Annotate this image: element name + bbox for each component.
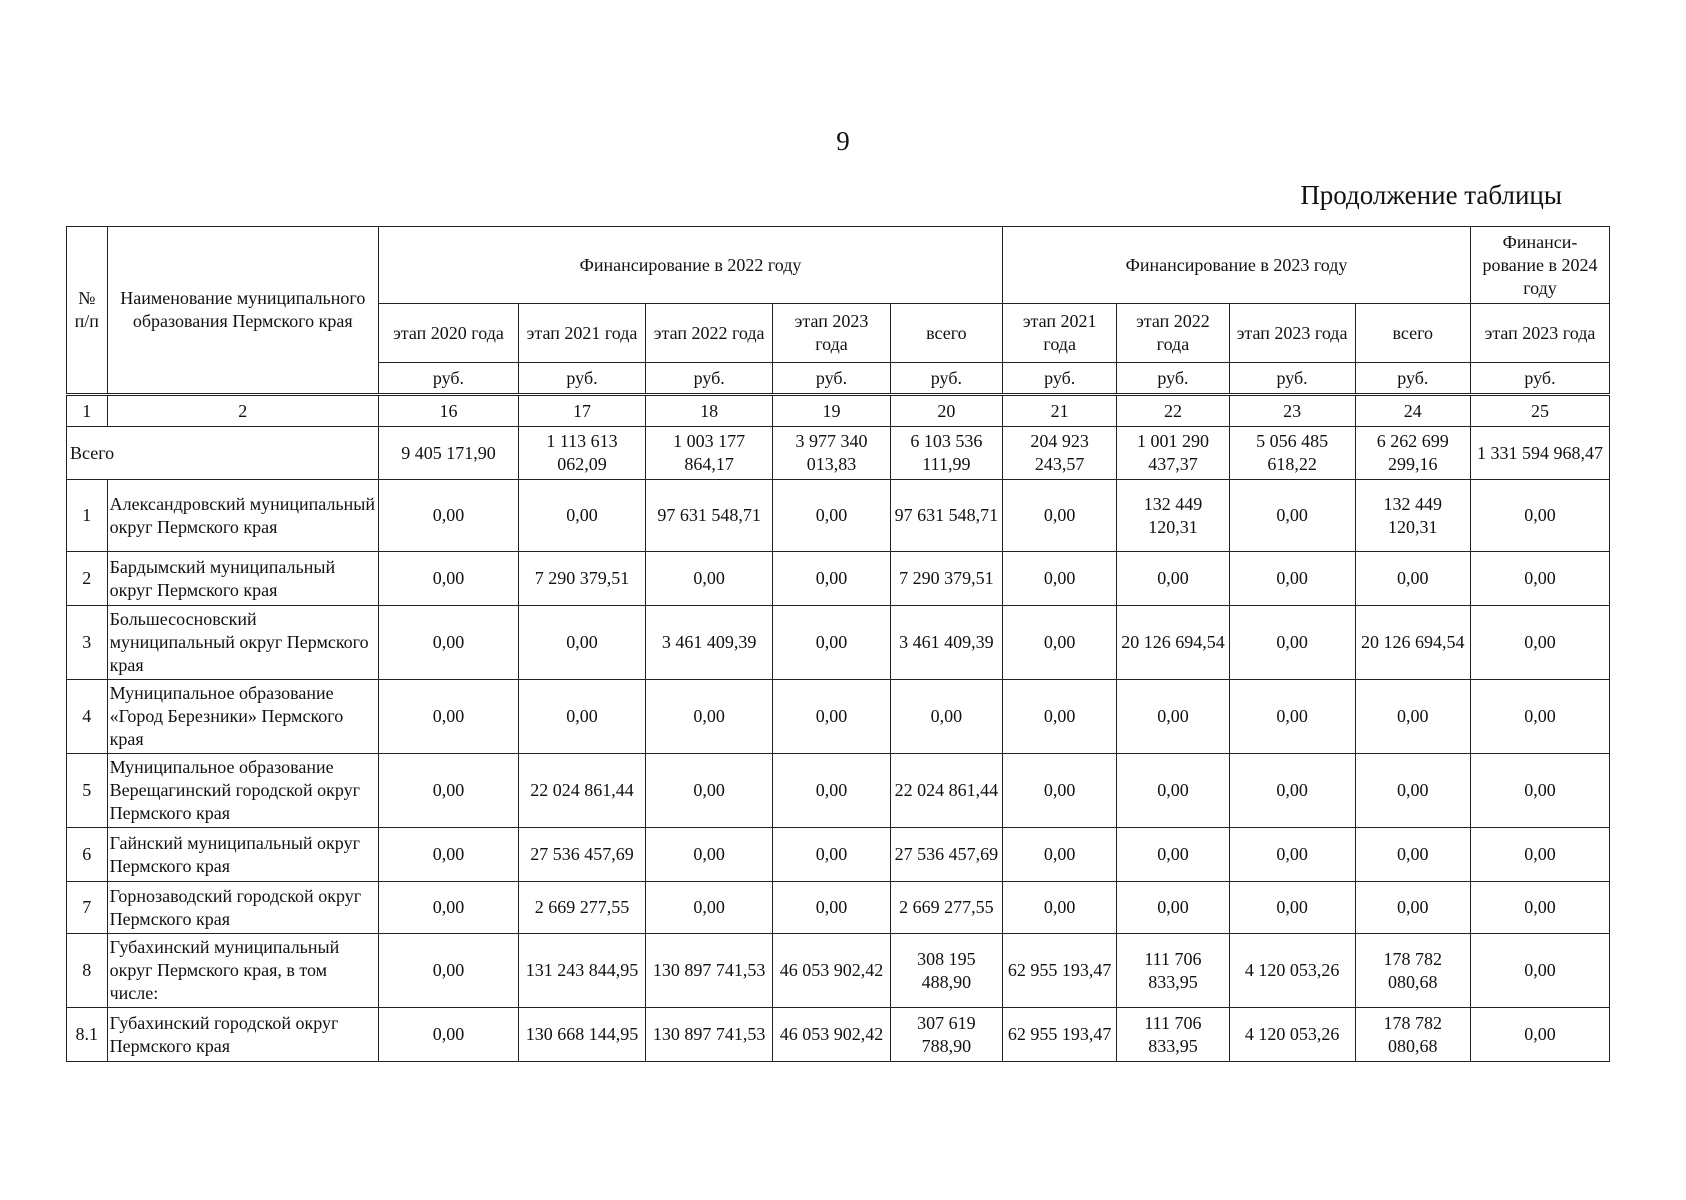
amount-cell: 0,00: [1471, 934, 1610, 1008]
amount-cell: 0,00: [1229, 680, 1355, 754]
column-index: 17: [518, 395, 645, 427]
amount-cell: 0,00: [646, 828, 773, 882]
amount-cell: 0,00: [378, 480, 518, 552]
total-value: 1 003 177 864,17: [646, 427, 773, 480]
amount-cell: 0,00: [1003, 480, 1117, 552]
amount-cell: 0,00: [1117, 680, 1229, 754]
column-index: 19: [773, 395, 891, 427]
header-unit: руб.: [1229, 363, 1355, 395]
amount-cell: 111 706 833,95: [1117, 1008, 1229, 1062]
header-unit: руб.: [518, 363, 645, 395]
amount-cell: 0,00: [1117, 882, 1229, 934]
column-index: 20: [890, 395, 1002, 427]
column-index: 18: [646, 395, 773, 427]
amount-cell: 0,00: [1117, 828, 1229, 882]
municipality-name: Гайнский муниципальный округ Пермского края: [107, 828, 378, 882]
header-group-2024: Финанси-рование в 2024 году: [1471, 227, 1610, 304]
amount-cell: 2 669 277,55: [518, 882, 645, 934]
municipality-name: Муниципальное образование «Город Березники» Пермского края: [107, 680, 378, 754]
column-index: 21: [1003, 395, 1117, 427]
total-value: 6 262 699 299,16: [1355, 427, 1470, 480]
amount-cell: 0,00: [773, 882, 891, 934]
amount-cell: 3 461 409,39: [890, 606, 1002, 680]
amount-cell: 0,00: [1229, 754, 1355, 828]
amount-cell: 0,00: [773, 552, 891, 606]
total-value: 3 977 340 013,83: [773, 427, 891, 480]
amount-cell: 0,00: [773, 480, 891, 552]
amount-cell: 22 024 861,44: [890, 754, 1002, 828]
amount-cell: 0,00: [773, 828, 891, 882]
amount-cell: 7 290 379,51: [890, 552, 1002, 606]
header-group-2022: Финансирование в 2022 году: [378, 227, 1002, 304]
amount-cell: 131 243 844,95: [518, 934, 645, 1008]
amount-cell: 0,00: [378, 552, 518, 606]
header-unit: руб.: [378, 363, 518, 395]
header-group-2023: Финансирование в 2023 году: [1003, 227, 1471, 304]
header-unit: руб.: [1003, 363, 1117, 395]
amount-cell: 0,00: [1355, 552, 1470, 606]
header-sub: этап 2021 года: [518, 304, 645, 363]
amount-cell: 0,00: [1117, 754, 1229, 828]
header-unit: руб.: [646, 363, 773, 395]
amount-cell: 7 290 379,51: [518, 552, 645, 606]
amount-cell: 178 782 080,68: [1355, 934, 1470, 1008]
municipality-name: Горнозаводский городской округ Пермского края: [107, 882, 378, 934]
amount-cell: 0,00: [1471, 828, 1610, 882]
column-index: 23: [1229, 395, 1355, 427]
amount-cell: 0,00: [1471, 480, 1610, 552]
total-value: 1 331 594 968,47: [1471, 427, 1610, 480]
amount-cell: 130 897 741,53: [646, 1008, 773, 1062]
row-number: 8.1: [67, 1008, 108, 1062]
amount-cell: 308 195 488,90: [890, 934, 1002, 1008]
amount-cell: 0,00: [1355, 680, 1470, 754]
amount-cell: 20 126 694,54: [1117, 606, 1229, 680]
amount-cell: 0,00: [1471, 552, 1610, 606]
amount-cell: 97 631 548,71: [646, 480, 773, 552]
amount-cell: 3 461 409,39: [646, 606, 773, 680]
financing-table-container: [66, 226, 1610, 1062]
row-number: 3: [67, 606, 108, 680]
column-index: 2: [107, 395, 378, 427]
header-unit: руб.: [773, 363, 891, 395]
amount-cell: 0,00: [773, 680, 891, 754]
amount-cell: 0,00: [378, 606, 518, 680]
amount-cell: 0,00: [378, 680, 518, 754]
amount-cell: 111 706 833,95: [1117, 934, 1229, 1008]
amount-cell: 27 536 457,69: [890, 828, 1002, 882]
amount-cell: 307 619 788,90: [890, 1008, 1002, 1062]
header-unit: руб.: [1117, 363, 1229, 395]
table-row: [67, 882, 1610, 934]
amount-cell: 0,00: [1471, 882, 1610, 934]
amount-cell: 22 024 861,44: [518, 754, 645, 828]
amount-cell: 2 669 277,55: [890, 882, 1002, 934]
amount-cell: 130 897 741,53: [646, 934, 773, 1008]
amount-cell: 0,00: [1117, 552, 1229, 606]
amount-cell: 0,00: [1003, 882, 1117, 934]
amount-cell: 0,00: [1355, 882, 1470, 934]
column-index: 25: [1471, 395, 1610, 427]
header-sub: этап 2022 года: [1117, 304, 1229, 363]
total-value: 1 113 613 062,09: [518, 427, 645, 480]
financing-table: [66, 226, 1610, 1062]
amount-cell: 0,00: [378, 828, 518, 882]
amount-cell: 27 536 457,69: [518, 828, 645, 882]
header-sub: этап 2020 года: [378, 304, 518, 363]
header-num: № п/п: [67, 227, 108, 395]
amount-cell: 0,00: [1471, 606, 1610, 680]
amount-cell: 0,00: [1229, 552, 1355, 606]
table-row: [67, 680, 1610, 754]
amount-cell: 0,00: [1229, 828, 1355, 882]
table-row: [67, 606, 1610, 680]
amount-cell: 4 120 053,26: [1229, 1008, 1355, 1062]
header-sub: этап 2021 года: [1003, 304, 1117, 363]
total-value: 5 056 485 618,22: [1229, 427, 1355, 480]
total-value: 9 405 171,90: [378, 427, 518, 480]
amount-cell: 0,00: [1355, 754, 1470, 828]
municipality-name: Большесосновский муниципальный округ Пермского края: [107, 606, 378, 680]
municipality-name: Муниципальное образование Верещагинский городской округ Пермского края: [107, 754, 378, 828]
amount-cell: 0,00: [1355, 828, 1470, 882]
amount-cell: 46 053 902,42: [773, 1008, 891, 1062]
amount-cell: 178 782 080,68: [1355, 1008, 1470, 1062]
table-row: [67, 828, 1610, 882]
amount-cell: 0,00: [1003, 606, 1117, 680]
row-number: 2: [67, 552, 108, 606]
column-index-row: [67, 395, 1610, 427]
column-index: 1: [67, 395, 108, 427]
table-row: [67, 934, 1610, 1008]
row-number: 7: [67, 882, 108, 934]
amount-cell: 0,00: [378, 1008, 518, 1062]
amount-cell: 0,00: [1229, 606, 1355, 680]
total-value: 204 923 243,57: [1003, 427, 1117, 480]
amount-cell: 0,00: [518, 680, 645, 754]
amount-cell: 0,00: [1003, 680, 1117, 754]
amount-cell: 4 120 053,26: [1229, 934, 1355, 1008]
header-unit: руб.: [890, 363, 1002, 395]
column-index: 16: [378, 395, 518, 427]
amount-cell: 0,00: [646, 882, 773, 934]
header-name: Наименование муниципального образования Пермского края: [107, 227, 378, 395]
amount-cell: 130 668 144,95: [518, 1008, 645, 1062]
column-index: 22: [1117, 395, 1229, 427]
amount-cell: 46 053 902,42: [773, 934, 891, 1008]
amount-cell: 0,00: [518, 606, 645, 680]
row-number: 8: [67, 934, 108, 1008]
header-sub: этап 2023 года: [1229, 304, 1355, 363]
header-unit: руб.: [1355, 363, 1470, 395]
amount-cell: 0,00: [1471, 1008, 1610, 1062]
continuation-title: Продолжение таблицы: [1300, 180, 1562, 210]
amount-cell: 0,00: [1471, 754, 1610, 828]
amount-cell: 20 126 694,54: [1355, 606, 1470, 680]
amount-cell: 0,00: [1229, 480, 1355, 552]
table-row: [67, 480, 1610, 552]
amount-cell: 62 955 193,47: [1003, 934, 1117, 1008]
total-value: 6 103 536 111,99: [890, 427, 1002, 480]
municipality-name: Бардымский муниципальный округ Пермского края: [107, 552, 378, 606]
amount-cell: 0,00: [890, 680, 1002, 754]
header-unit: руб.: [1471, 363, 1610, 395]
amount-cell: 0,00: [1003, 828, 1117, 882]
header-sub: этап 2022 года: [646, 304, 773, 363]
amount-cell: 0,00: [378, 882, 518, 934]
municipality-name: Губахинский городской округ Пермского края: [107, 1008, 378, 1062]
header-sub: этап 2023 года: [1471, 304, 1610, 363]
amount-cell: 0,00: [646, 754, 773, 828]
amount-cell: 0,00: [1229, 882, 1355, 934]
total-value: 1 001 290 437,37: [1117, 427, 1229, 480]
amount-cell: 62 955 193,47: [1003, 1008, 1117, 1062]
header-sub: всего: [890, 304, 1002, 363]
header-sub: всего: [1355, 304, 1470, 363]
table-row: [67, 1008, 1610, 1062]
row-number: 6: [67, 828, 108, 882]
amount-cell: 0,00: [518, 480, 645, 552]
amount-cell: 0,00: [773, 754, 891, 828]
amount-cell: 0,00: [378, 754, 518, 828]
amount-cell: 0,00: [1003, 552, 1117, 606]
amount-cell: 0,00: [1003, 754, 1117, 828]
page-number: 9: [836, 126, 850, 156]
municipality-name: Губахинский муниципальный округ Пермского края, в том числе:: [107, 934, 378, 1008]
row-number: 4: [67, 680, 108, 754]
row-number: 5: [67, 754, 108, 828]
amount-cell: 0,00: [378, 934, 518, 1008]
municipality-name: Александровский муниципальный округ Пермского края: [107, 480, 378, 552]
column-index: 24: [1355, 395, 1470, 427]
table-row: [67, 754, 1610, 828]
amount-cell: 97 631 548,71: [890, 480, 1002, 552]
amount-cell: 0,00: [773, 606, 891, 680]
header-sub: этап 2023 года: [773, 304, 891, 363]
amount-cell: 132 449 120,31: [1117, 480, 1229, 552]
table-row: [67, 552, 1610, 606]
amount-cell: 0,00: [1471, 680, 1610, 754]
total-row: [67, 427, 1610, 480]
amount-cell: 0,00: [646, 680, 773, 754]
amount-cell: 0,00: [646, 552, 773, 606]
amount-cell: 132 449 120,31: [1355, 480, 1470, 552]
total-label: Всего: [67, 427, 379, 480]
table-body: [67, 395, 1610, 1062]
row-number: 1: [67, 480, 108, 552]
